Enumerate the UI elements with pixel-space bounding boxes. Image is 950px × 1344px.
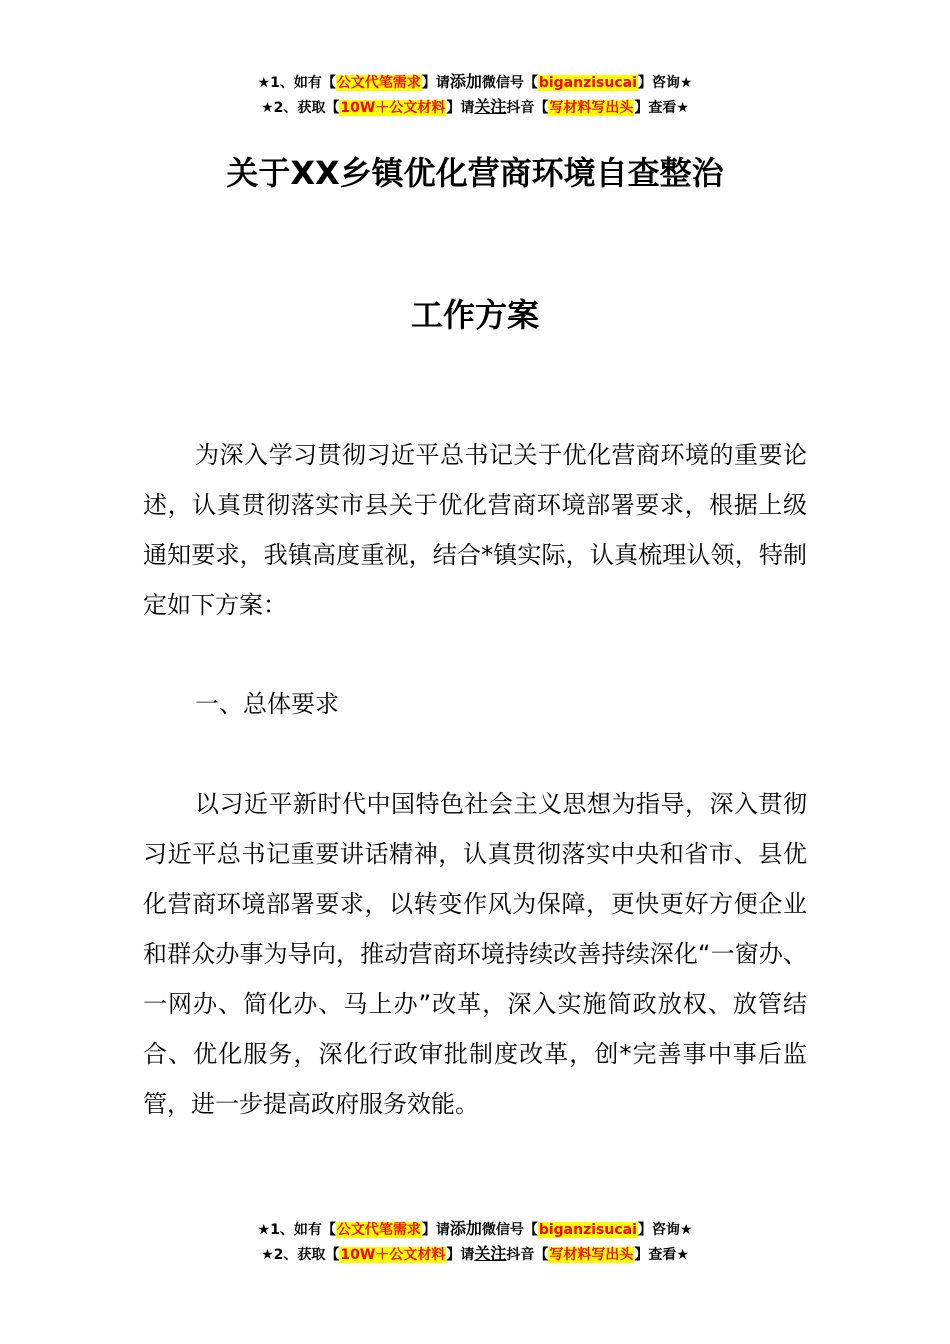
- ad-line-1-highlight-wechat: biganzisucai: [538, 1222, 637, 1238]
- ad-line-1: [0, 1217, 950, 1242]
- ad-line-2-mid2: 抖音【: [506, 100, 549, 116]
- document-title-line-2: 工作方案: [410, 296, 539, 334]
- ad-line-2-emphasis: 关注: [474, 1244, 507, 1263]
- ad-line-2-highlight-douyin: 写材料写出头: [549, 100, 634, 116]
- ad-line-1-mid2: 微信号【: [481, 1222, 538, 1238]
- bottom-ad-banner: [0, 1217, 950, 1267]
- ad-line-1-mid: 】请: [421, 1222, 450, 1238]
- section-1-heading: 一、总体要求: [195, 690, 339, 718]
- ad-line-2: [0, 95, 950, 120]
- ad-line-2-mid2: 抖音【: [506, 1247, 549, 1263]
- ad-line-2-suffix: 】查看★: [634, 100, 689, 116]
- document-title-line-1: 关于XX乡镇优化营商环境自查整治: [226, 154, 724, 192]
- ad-line-2-emphasis: 关注: [474, 97, 507, 116]
- ad-line-1-highlight-service: 公文代笔需求: [336, 75, 421, 91]
- ad-line-1-suffix: 】咨询★: [637, 75, 693, 91]
- ad-line-1-emphasis: 添加: [449, 72, 482, 91]
- ad-line-1-emphasis: 添加: [449, 1219, 482, 1238]
- ad-line-2-mid: 】请: [446, 100, 475, 116]
- intro-paragraph: 为深入学习贯彻习近平总书记关于优化营商环境的重要论述，认真贯彻落实市县关于优化营商环境部署要求，根据上级通知要求，我镇高度重视，结合*镇实际，认真梳理认领，特制定如下方案：: [143, 441, 807, 619]
- ad-line-2: [0, 1242, 950, 1267]
- section-1-paragraph: 以习近平新时代中国特色社会主义思想为指导，深入贯彻习近平总书记重要讲话精神，认真贯彻落实中央和省市、县优化营商环境部署要求，以转变作风为保障，更快更好方便企业和群众办事为导向，推动营商环境持续改善持续深化“一窗办、一网办、简化办、马上办”改革，深入实施简政放权、放管结合、优化服务，深化行政审批制度改革，创*完善事中事后监管，进一步提高政府服务效能。: [143, 790, 807, 1118]
- ad-line-1-highlight-wechat: biganzisucai: [538, 75, 637, 91]
- ad-line-2-prefix: ★2、获取【: [261, 100, 340, 116]
- ad-line-1-mid: 】请: [421, 75, 450, 91]
- ad-line-2-highlight-materials: 10W＋公文材料: [340, 1247, 446, 1263]
- ad-line-2-prefix: ★2、获取【: [261, 1247, 340, 1263]
- ad-line-1-suffix: 】咨询★: [637, 1222, 693, 1238]
- ad-line-2-highlight-materials: 10W＋公文材料: [340, 100, 446, 116]
- ad-line-2-suffix: 】查看★: [634, 1247, 689, 1263]
- ad-line-1-prefix: ★1、如有【: [257, 1222, 336, 1238]
- ad-line-1-prefix: ★1、如有【: [257, 75, 336, 91]
- ad-line-1-mid2: 微信号【: [481, 75, 538, 91]
- ad-line-1: [0, 70, 950, 95]
- top-ad-banner: [0, 70, 950, 120]
- ad-line-1-highlight-service: 公文代笔需求: [336, 1222, 421, 1238]
- ad-line-2-mid: 】请: [446, 1247, 475, 1263]
- ad-line-2-highlight-douyin: 写材料写出头: [549, 1247, 634, 1263]
